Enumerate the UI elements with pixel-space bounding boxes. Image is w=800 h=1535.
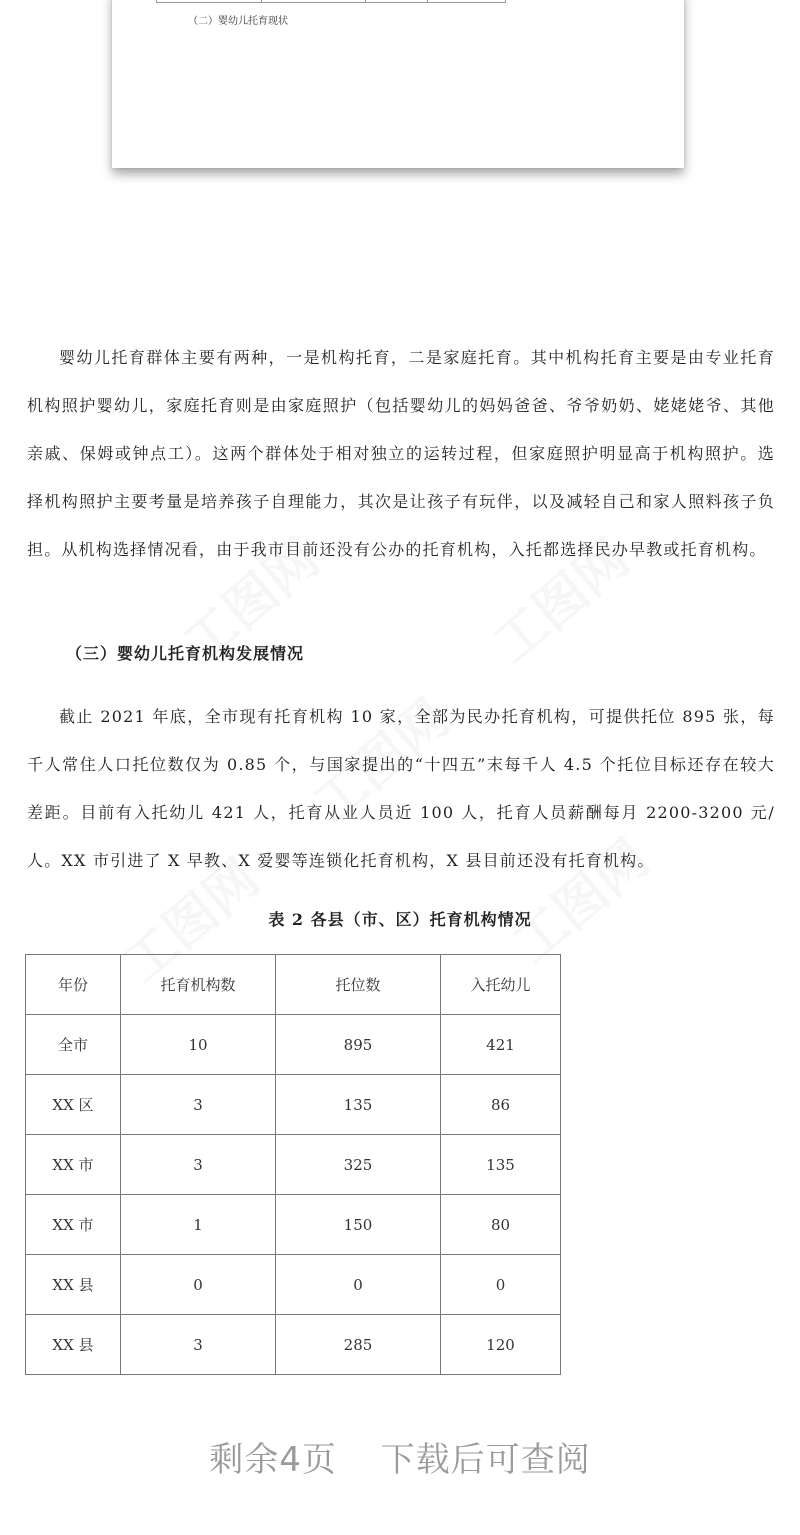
cell-enrolled: 120 xyxy=(441,1315,561,1375)
preview-section-heading: （二）婴幼儿托育现状 xyxy=(188,16,288,27)
cell-count: 3 xyxy=(121,1135,276,1195)
cell-region: XX 区 xyxy=(26,1075,121,1135)
cell-enrolled: 421 xyxy=(441,1015,561,1075)
cell-region: XX 市 xyxy=(26,1195,121,1255)
cell-places: 325 xyxy=(276,1135,441,1195)
cell-enrolled: 135 xyxy=(441,1135,561,1195)
paragraph-childcare-groups: 婴幼儿托育群体主要有两种，一是机构托育，二是家庭托育。其中机构托育主要是由专业托育机构照护婴幼儿，家庭托育则是由家庭照护（包括婴幼儿的妈妈爸爸、爷爷奶奶、姥姥姥爷、其他亲戚、保姆或钟点工）。这两个群体处于相对独立的运转过程，但家庭照护明显高于机构照护。选择机构照护主要考量是培养孩子自理能力，其次是让孩子有玩伴，以及减轻自己和家人照料孩子负担。从机构选择情况看，由于我市目前还没有公办的托育机构，入托都选择民办早教或托育机构。 xyxy=(27,348,775,559)
cell-places: 0 xyxy=(276,1255,441,1315)
cell-region: 全市 xyxy=(26,1015,121,1075)
cell-enrolled: 86 xyxy=(441,1075,561,1135)
cell-places: 285 xyxy=(276,1315,441,1375)
remaining-pages-label[interactable]: 剩余4页 xyxy=(209,1440,337,1480)
table-row xyxy=(26,1195,561,1255)
section-heading: （三）婴幼儿托育机构发展情况 xyxy=(66,644,305,663)
cell-count: 3 xyxy=(121,1315,276,1375)
table-row xyxy=(26,1075,561,1135)
cell-count: 3 xyxy=(121,1075,276,1135)
cell-count: 1 xyxy=(121,1195,276,1255)
header-cell: 年份 xyxy=(26,955,121,1015)
download-to-view-label[interactable]: 下载后可查阅 xyxy=(380,1440,591,1480)
document-preview-card xyxy=(112,0,684,168)
cell-region: XX 县 xyxy=(26,1315,121,1375)
cell-enrolled: 0 xyxy=(441,1255,561,1315)
table-row xyxy=(26,1255,561,1315)
childcare-institutions-table xyxy=(25,954,561,1375)
cell-places: 895 xyxy=(276,1015,441,1075)
header-cell: 入托幼儿 xyxy=(441,955,561,1015)
paragraph-institution-status: 截止 2021 年底，全市现有托育机构 10 家，全部为民办托育机构，可提供托位 895 张，每千人常住人口托位数仅为 0.85 个，与国家提出的“十四五”末每千人 4.5 个托位目标还存在较大差距。目前有入托幼儿 421 人，托育从业人员近 100 人，托育人员薪酬每月 2200-3200 元/人。XX 市引进了 X 早教、X 爱婴等连锁化托育机构，X 县目前还没有托育机构。 xyxy=(27,707,775,870)
cell-count: 10 xyxy=(121,1015,276,1075)
cell-places: 135 xyxy=(276,1075,441,1135)
download-prompt[interactable] xyxy=(0,1432,800,1481)
table-caption: 表 2 各县（市、区）托育机构情况 xyxy=(268,910,532,929)
table-row xyxy=(26,1315,561,1375)
table-row xyxy=(26,1015,561,1075)
cell-region: XX 市 xyxy=(26,1135,121,1195)
preview-table-fragment xyxy=(156,0,506,3)
cell-count: 0 xyxy=(121,1255,276,1315)
header-cell: 托位数 xyxy=(276,955,441,1015)
cell-places: 150 xyxy=(276,1195,441,1255)
table-row xyxy=(26,1135,561,1195)
table-header-row xyxy=(26,955,561,1015)
cell-region: XX 县 xyxy=(26,1255,121,1315)
header-cell: 托育机构数 xyxy=(121,955,276,1015)
cell-enrolled: 80 xyxy=(441,1195,561,1255)
